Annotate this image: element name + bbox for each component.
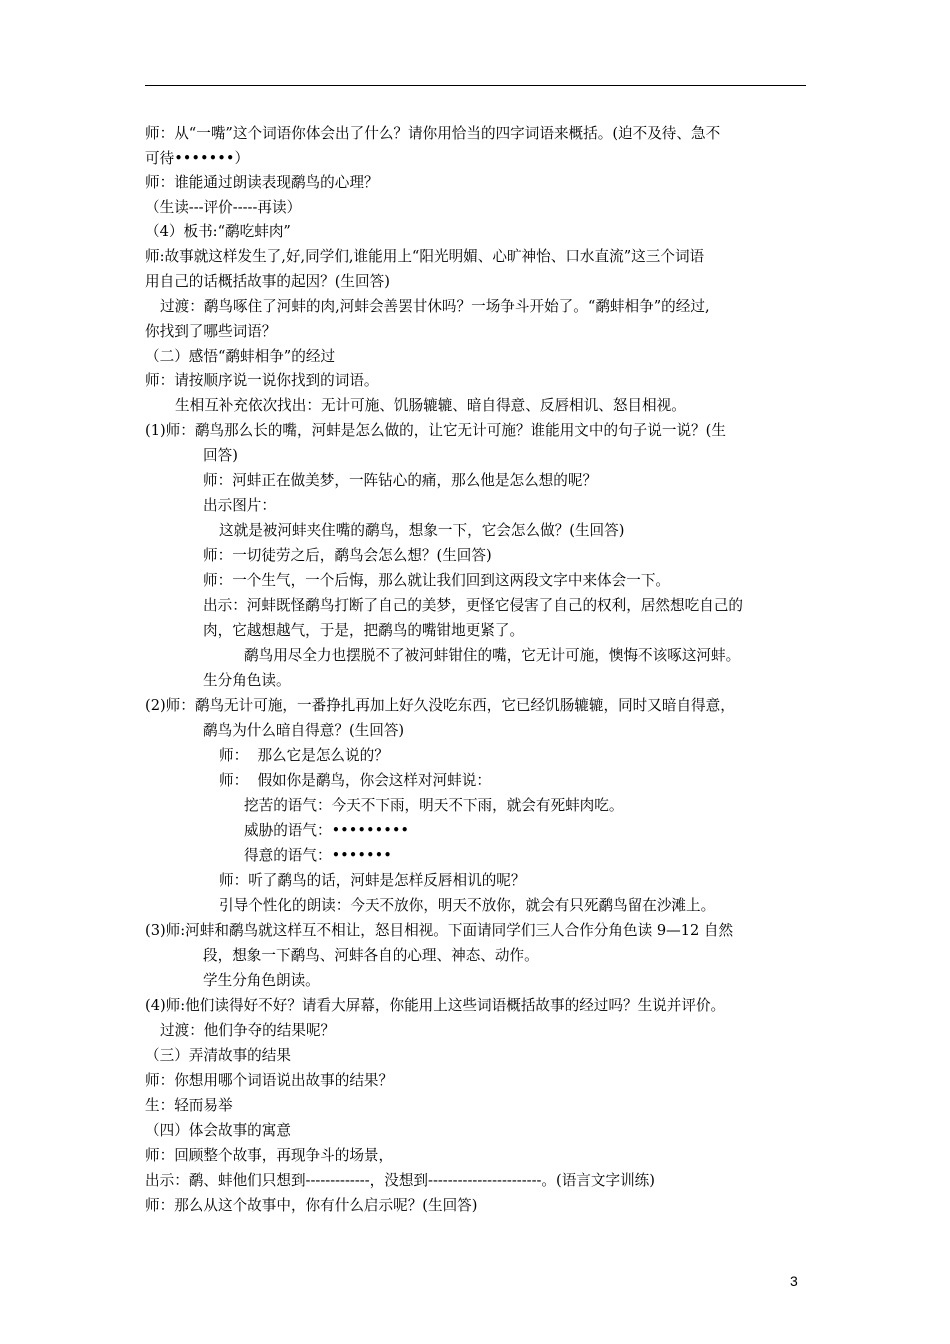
- text-line: 师： 假如你是鹬鸟，你会这样对河蚌说：: [219, 772, 491, 789]
- text-line: 出示图片：: [203, 497, 276, 514]
- text-line: 威胁的语气：•••••••••: [244, 822, 410, 839]
- text-line: (3)师:河蚌和鹬鸟就这样互不相让，怒目相视。下面请同学们三人合作分角色读 9—12 自然: [145, 922, 734, 939]
- text-line: 师：听了鹬鸟的话，河蚌是怎样反唇相讥的呢？: [219, 872, 526, 889]
- text-line: (1)师：鹬鸟那么长的嘴，河蚌是怎么做的，让它无计可施？谁能用文中的句子说一说？(生: [145, 422, 726, 439]
- text-line: 回答): [203, 447, 238, 464]
- text-line: 可待•••••••）: [145, 150, 250, 167]
- section-heading: （四）体会故事的寓意: [145, 1122, 291, 1139]
- text-line: 你找到了哪些词语？: [145, 323, 277, 340]
- text-line: 师：一个生气，一个后悔，那么就让我们回到这两段文字中来体会一下。: [203, 572, 671, 589]
- text-line: 生分角色读。: [203, 672, 291, 689]
- text-line: 鹬鸟为什么暗自得意？(生回答): [203, 722, 405, 739]
- text-line: 出示：河蚌既怪鹬鸟打断了自己的美梦，更怪它侵害了自己的权利，居然想吃自己的: [203, 597, 743, 614]
- text-line: 师： 那么它是怎么说的？: [219, 747, 389, 764]
- text-line: 学生分角色朗读。: [203, 972, 320, 989]
- text-line: 师:故事就这样发生了,好,同学们,谁能用上“阳光明媚、心旷神怡、口水直流”这三个词语: [145, 248, 705, 265]
- text-line: 师：从“一嘴”这个词语你体会出了什么？请你用恰当的四字词语来概括。(迫不及待、急不: [145, 125, 721, 142]
- text-line: 生：轻而易举: [145, 1097, 233, 1114]
- text-line: 师：河蚌正在做美梦，一阵钻心的痛，那么他是怎么想的呢？: [203, 472, 598, 489]
- text-line: 用自己的话概括故事的起因？(生回答): [145, 273, 390, 290]
- text-line: 师：谁能通过朗读表现鹬鸟的心理？: [145, 174, 379, 191]
- text-line: (4)师:他们读得好不好？请看大屏幕，你能用上这些词语概括故事的经过吗？生说并评价。: [145, 997, 726, 1014]
- text-line: 鹬鸟用尽全力也摆脱不了被河蚌钳住的嘴，它无计可施，懊悔不该啄这河蚌。: [244, 647, 741, 664]
- text-line: 师：请按顺序说一说你找到的词语。: [145, 372, 379, 389]
- text-line: 出示：鹬、蚌他们只想到-------------，没想到-----------------------。(语言文字训练): [145, 1172, 655, 1189]
- section-heading: （二）感悟“鹬蚌相争”的经过: [145, 348, 336, 365]
- text-line: 师：一切徒劳之后，鹬鸟会怎么想？(生回答): [203, 547, 492, 564]
- text-line: 得意的语气：•••••••: [244, 847, 392, 864]
- text-line: （生读---评价-----再读）: [145, 199, 302, 216]
- text-line: 这就是被河蚌夹住嘴的鹬鸟，想象一下，它会怎么做？(生回答): [219, 522, 625, 539]
- text-line: 师：回顾整个故事，再现争斗的场景，: [145, 1147, 394, 1164]
- text-line: 引导个性化的朗读：今天不放你，明天不放你，就会有只死鹬鸟留在沙滩上。: [219, 897, 716, 914]
- text-line: 生相互补充依次找出：无计可施、饥肠辘辘、暗自得意、反唇相讥、怒目相视。: [175, 397, 686, 414]
- text-line: 师：你想用哪个词语说出故事的结果？: [145, 1072, 394, 1089]
- text-line: (2)师：鹬鸟无计可施，一番挣扎再加上好久没吃东西，它已经饥肠辘辘，同时又暗自得意，: [145, 697, 735, 714]
- text-line: 过渡：鹬鸟啄住了河蚌的肉,河蚌会善罢甘休吗？一场争斗开始了。“鹬蚌相争”的经过,: [160, 298, 710, 315]
- text-line: 挖苦的语气：今天不下雨，明天不下雨，就会有死蚌肉吃。: [244, 797, 624, 814]
- text-line: 肉，它越想越气，于是，把鹬鸟的嘴钳地更紧了。: [203, 622, 525, 639]
- text-line: （4）板书:“鹬吃蚌肉”: [145, 223, 291, 240]
- page-number: 3: [790, 1273, 798, 1289]
- header-rule: [145, 85, 806, 86]
- text-line: 师：那么从这个故事中，你有什么启示呢？(生回答): [145, 1197, 478, 1214]
- section-heading: （三）弄清故事的结果: [145, 1047, 291, 1064]
- text-line: 过渡：他们争夺的结果呢？: [160, 1022, 336, 1039]
- text-line: 段，想象一下鹬鸟、河蚌各自的心理、神态、动作。: [203, 947, 539, 964]
